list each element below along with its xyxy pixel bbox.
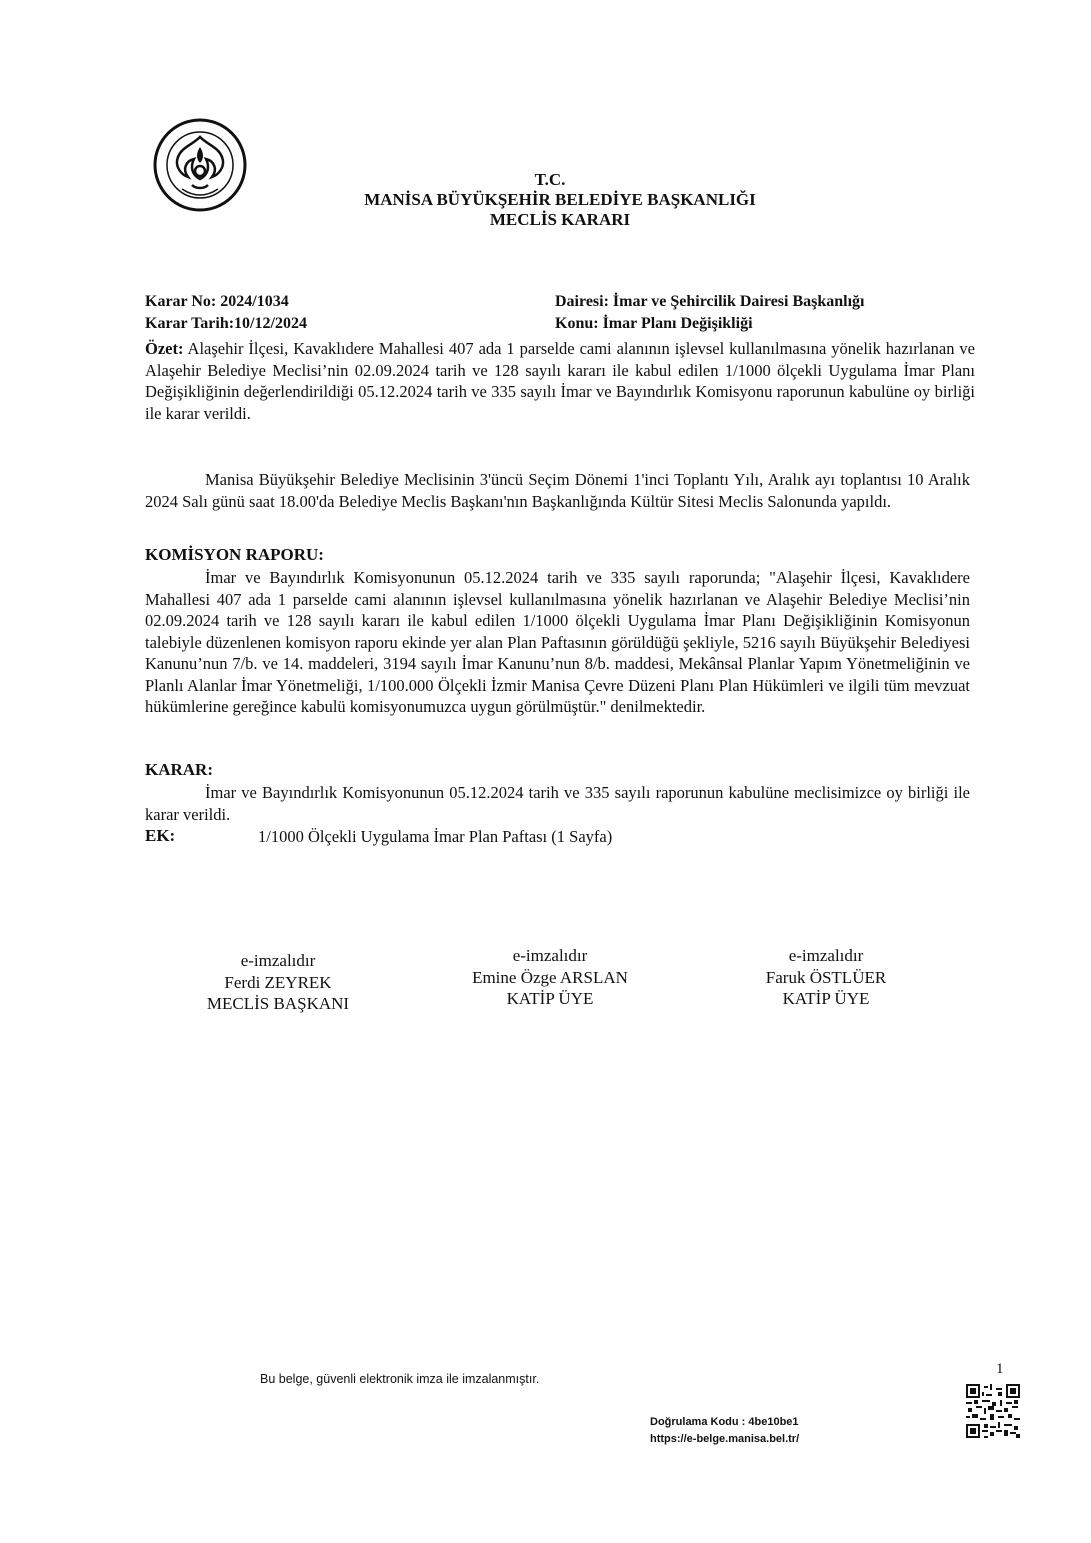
signature-status: e-imzalıdır (512, 946, 588, 965)
page-number: 1 (996, 1361, 1004, 1377)
signature-status: e-imzalıdır (788, 946, 864, 965)
e-signature-note: Bu belge, güvenli elektronik imza ile imzalanmıştır. (260, 1372, 540, 1386)
dairesi: Dairesi: İmar ve Şehircilik Dairesi Başkanlığı (555, 293, 865, 310)
ek-label: EK: (145, 826, 176, 845)
ozet-text: Alaşehir İlçesi, Kavaklıdere Mahallesi 407 ada 1 parselde cami alanının işlevsel kullanılmasına yönelik hazırlanan ve Alaşehir Belediye Meclisi’nin 02.09.2024 tarih ve 128 sayılı kararı ile kabul edilen 1/1000 ölçekli Uygulama İmar Planı Değişikliğinin değerlendirildiği 05.12.2024 tarih ve 335 sayılı İmar ve Bayındırlık Komisyonu raporunun kabulüne oy birliği ile karar verildi. (145, 339, 976, 423)
intro-paragraph: Manisa Büyükşehir Belediye Meclisinin 3'üncü Seçim Dönemi 1'inci Toplantı Yılı, Aralık ayı toplantısı 10 Aralık 2024 Salı günü saat 18.00'da Belediye Meclis Başkanı'nın Başkanlığında Kültür Sitesi Meclis Salonunda yapıldı. (145, 470, 970, 511)
signature-name: Faruk ÖSTLÜER (765, 967, 887, 987)
komisyon-raporu-text: İmar ve Bayındırlık Komisyonunun 05.12.2024 tarih ve 335 sayılı raporunda; "Alaşehir İlçesi, Kavaklıdere Mahallesi 407 ada 1 parselde cami alanının işlevsel kullanılmasına yönelik hazırlanan ve Alaşehir Belediye Meclisi’nin 02.09.2024 tarih ve 128 sayılı kararı ile kabul edilen 1/1000 ölçekli Uygulama İmar Planı Değişikliğinin Komisyonun talebiyle düzenlenen komisyon raporu ekinde yer alan Plan Paftasının görüldüğü şekliyle, 5216 sayılı Büyükşehir Belediyesi Kanunu’nun 7/b. ve 14. maddeleri, 3194 sayılı İmar Kanunu’nun 8/b. maddesi, Mekânsal Planlar Yapım Yönetmeliğinin ve Planlı Alanlar İmar Yönetmeliği, 1/100.000 Ölçekli İzmir Manisa Çevre Düzeni Planı Plan Hükümleri ve ilgili tüm mevzuat hükümlerine gereğince kabulü komisyonumuzca uygun görülmüştür." denilmektedir. (145, 568, 970, 716)
signature-title: KATİP ÜYE (506, 989, 594, 1008)
qr-code-icon (966, 1384, 1020, 1438)
signature-title: MECLİS BAŞKANI (206, 994, 350, 1013)
karar-title: KARAR: (145, 760, 213, 779)
signature-status: e-imzalıdır (240, 951, 316, 970)
ozet-paragraph (145, 338, 975, 424)
signature-title: KATİP ÜYE (782, 989, 870, 1008)
signature-name: Emine Özge ARSLAN (472, 967, 628, 987)
verification-url[interactable]: https://e-belge.manisa.bel.tr/ (650, 1433, 800, 1445)
signature-block-3 (716, 945, 936, 1010)
municipality-seal-logo (152, 117, 248, 213)
karar-tarih: Karar Tarih:10/12/2024 (145, 315, 307, 332)
konu: Konu: İmar Planı Değişikliği (555, 315, 753, 332)
signature-block-2 (440, 945, 660, 1010)
ozet-label: Özet: (145, 339, 184, 358)
header-doc-type: MECLİS KARARI (489, 210, 631, 229)
signature-block-1 (168, 950, 388, 1015)
verification-code: Doğrulama Kodu : 4be10be1 (650, 1416, 799, 1428)
ek-text: 1/1000 Ölçekli Uygulama İmar Plan Paftası (1 Sayfa) (258, 827, 613, 846)
karar-text: İmar ve Bayındırlık Komisyonunun 05.12.2024 tarih ve 335 sayılı raporunun kabulüne meclisimizce oy birliği ile karar verildi. (145, 783, 970, 824)
signature-name: Ferdi ZEYREK (224, 972, 332, 992)
komisyon-raporu-title: KOMİSYON RAPORU: (145, 545, 324, 564)
karar-no: Karar No: 2024/1034 (145, 293, 289, 310)
header-tc: T.C. (534, 170, 566, 189)
header-institution: MANİSA BÜYÜKŞEHİR BELEDİYE BAŞKANLIĞI (364, 190, 756, 209)
